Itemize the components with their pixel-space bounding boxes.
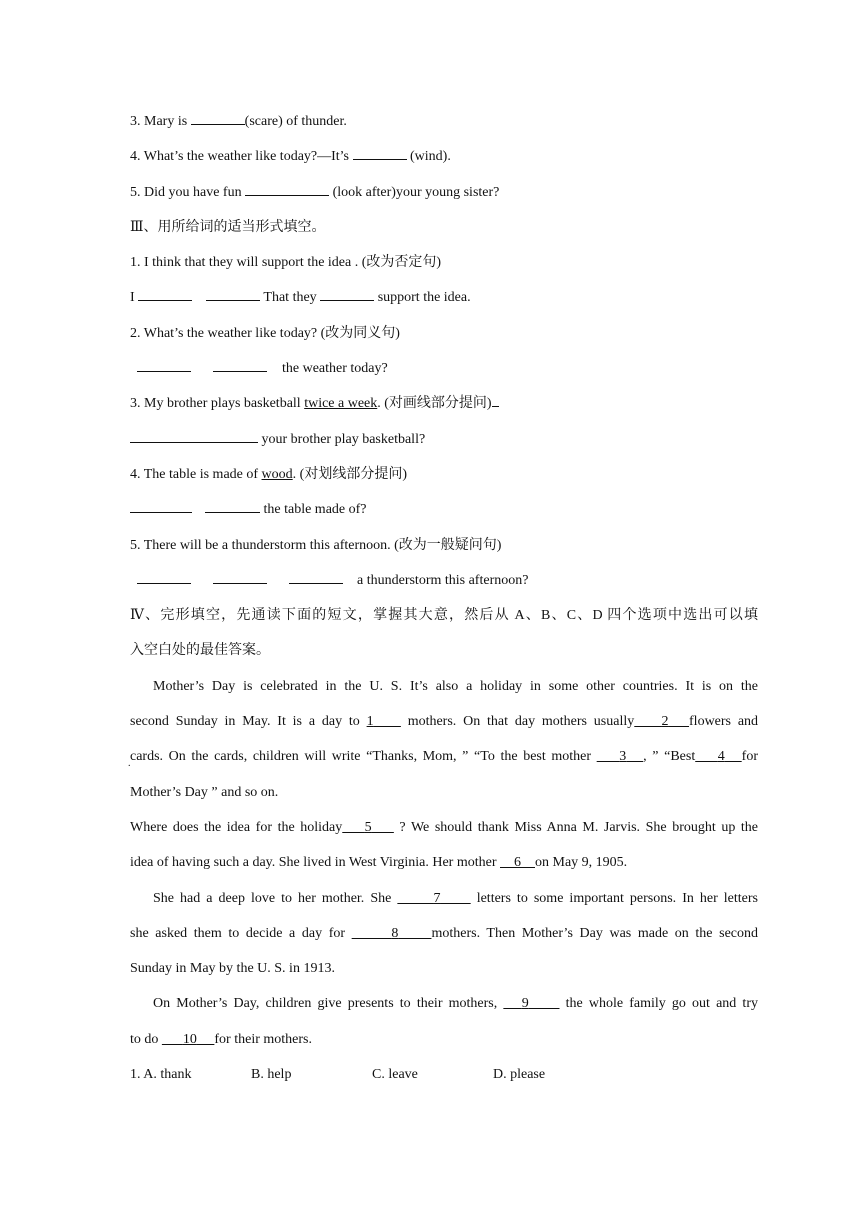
answer-text: the table made of? bbox=[260, 502, 367, 518]
question-prompt bbox=[130, 386, 758, 421]
options-row bbox=[130, 1057, 758, 1092]
prompt-text: 3. My brother plays basketball bbox=[130, 396, 305, 412]
passage-line: Mother’s Day is celebrated in the U. S. It’s also a holiday in some other countries. It is on the bbox=[153, 678, 758, 694]
passage-text: flowers and bbox=[689, 714, 759, 730]
answer-line bbox=[130, 422, 758, 457]
passage-text: to do bbox=[130, 1031, 162, 1047]
passage-line bbox=[130, 845, 758, 880]
passage-text: mothers. Then Mother’s Day was made on the second bbox=[431, 925, 758, 941]
question-line bbox=[130, 104, 758, 139]
option-d[interactable]: D. please bbox=[493, 1067, 546, 1083]
answer-blank bbox=[492, 391, 499, 407]
cloze-blank-9[interactable]: 9 bbox=[521, 996, 529, 1012]
question-text: (wind). bbox=[406, 149, 451, 165]
question-text: 4. What’s the weather like today?—It’s bbox=[130, 149, 353, 165]
answer-text: support the idea. bbox=[377, 290, 471, 306]
answer-line bbox=[130, 351, 758, 386]
passage-line bbox=[130, 986, 758, 1021]
option-c[interactable]: C. leave bbox=[372, 1067, 418, 1083]
passage-line bbox=[130, 881, 758, 916]
passage-text: Where does the idea for the holiday bbox=[130, 819, 343, 835]
passage-text: cards. On the cards, children will write “Thanks, Mom, ” “To the best mother bbox=[130, 749, 597, 765]
passage-line bbox=[130, 810, 758, 845]
cloze-blank-7[interactable]: 7 bbox=[433, 890, 441, 906]
cloze-blank-6[interactable]: 6 bbox=[514, 855, 521, 871]
section-heading-cont: 入空白处的最佳答案。 bbox=[130, 643, 270, 659]
cloze-blank-3[interactable]: 3 bbox=[619, 749, 627, 765]
answer-blank[interactable] bbox=[213, 356, 267, 372]
underlined-phrase: twice a week bbox=[304, 396, 378, 412]
question-text: 5. Did you have fun bbox=[130, 184, 246, 200]
answer-blank[interactable] bbox=[191, 109, 245, 125]
passage-line bbox=[130, 704, 758, 739]
section-heading: Ⅳ、完形填空，先通读下面的短文，掌握其大意，然后从 A、B、C、D 四个选项中选出可以填 bbox=[130, 608, 758, 624]
cloze-blank-2[interactable]: 2 bbox=[661, 714, 669, 730]
passage-text: On Mother’s Day, children give presents to their mothers, bbox=[153, 996, 504, 1012]
answer-blank[interactable] bbox=[130, 497, 192, 513]
answer-line bbox=[130, 492, 758, 527]
answer-text: a thunderstorm this afternoon? bbox=[357, 572, 529, 588]
question-text: (look after)your young sister? bbox=[329, 184, 500, 200]
question-line bbox=[130, 139, 758, 174]
answer-blank[interactable] bbox=[205, 497, 260, 513]
question-prompt: 2. What’s the weather like today? (改为同义句) bbox=[130, 325, 400, 341]
answer-line bbox=[130, 563, 758, 598]
answer-line bbox=[130, 280, 758, 315]
answer-blank[interactable] bbox=[245, 180, 329, 196]
question-line bbox=[130, 175, 758, 210]
passage-line: Sunday in May by the U. S. in 1913. bbox=[130, 961, 335, 977]
answer-blank[interactable] bbox=[130, 427, 258, 443]
passage-text: She had a deep love to her mother. She bbox=[153, 890, 398, 906]
answer-blank[interactable] bbox=[206, 285, 260, 301]
question-prompt: 5. There will be a thunderstorm this afternoon. (改为一般疑问句) bbox=[130, 537, 502, 553]
passage-text: idea of having such a day. She lived in West Virginia. Her mother bbox=[130, 855, 500, 871]
option-a[interactable]: 1. A. thank bbox=[130, 1067, 192, 1083]
cloze-blank-5[interactable]: 5 bbox=[364, 819, 372, 835]
cloze-blank-10[interactable]: 10 bbox=[182, 1031, 197, 1047]
section-heading: Ⅲ、用所给词的适当形式填空。 bbox=[130, 219, 326, 235]
question-prompt: 1. I think that they will support the idea . (改为否定句) bbox=[130, 255, 442, 271]
prompt-text: . (对画线部分提问) bbox=[377, 396, 492, 412]
answer-blank[interactable] bbox=[320, 285, 374, 301]
answer-text: your brother play basketball? bbox=[258, 431, 426, 447]
passage-text: ? We should thank Miss Anna M. Jarvis. She brought up the bbox=[393, 819, 759, 835]
passage-line bbox=[130, 916, 758, 951]
passage-text: the whole family go out and try bbox=[559, 996, 758, 1012]
cloze-blank-4[interactable]: 4 bbox=[717, 749, 725, 765]
answer-blank[interactable] bbox=[138, 285, 192, 301]
prompt-text: 4. The table is made of bbox=[130, 466, 262, 482]
marker-dot: . bbox=[128, 758, 131, 770]
passage-text: for their mothers. bbox=[214, 1031, 312, 1047]
cloze-blank-8[interactable]: 8 bbox=[391, 925, 399, 941]
worksheet-page bbox=[130, 104, 758, 1092]
answer-blank[interactable] bbox=[213, 568, 267, 584]
cloze-blank-1[interactable]: 1 bbox=[366, 714, 374, 730]
prompt-text: . (对划线部分提问) bbox=[292, 466, 407, 482]
passage-text: she asked them to decide a day for bbox=[130, 925, 352, 941]
passage-line: Mother’s Day ” and so on. bbox=[130, 784, 279, 800]
underlined-phrase: wood bbox=[261, 466, 293, 482]
passage-text: on May 9, 1905. bbox=[535, 855, 628, 871]
question-text: (scare) of thunder. bbox=[244, 114, 347, 129]
answer-text: I bbox=[130, 290, 139, 306]
answer-text: That they bbox=[260, 290, 321, 306]
passage-line bbox=[130, 739, 758, 774]
answer-text: the weather today? bbox=[282, 361, 388, 377]
passage-text: , ” “Best bbox=[643, 749, 696, 765]
answer-blank[interactable] bbox=[353, 144, 407, 160]
passage-line bbox=[130, 1022, 758, 1057]
passage-text: for bbox=[741, 749, 758, 765]
answer-blank[interactable] bbox=[289, 568, 343, 584]
passage-text: letters to some important persons. In her letters bbox=[470, 890, 758, 906]
option-b[interactable]: B. help bbox=[251, 1067, 292, 1083]
passage-text: second Sunday in May. It is a day to bbox=[130, 714, 367, 730]
passage-text: mothers. On that day mothers usually bbox=[400, 714, 635, 730]
answer-blank[interactable] bbox=[137, 568, 191, 584]
question-text: 3. Mary is bbox=[130, 114, 191, 129]
question-prompt bbox=[130, 457, 758, 492]
answer-blank[interactable] bbox=[137, 356, 191, 372]
